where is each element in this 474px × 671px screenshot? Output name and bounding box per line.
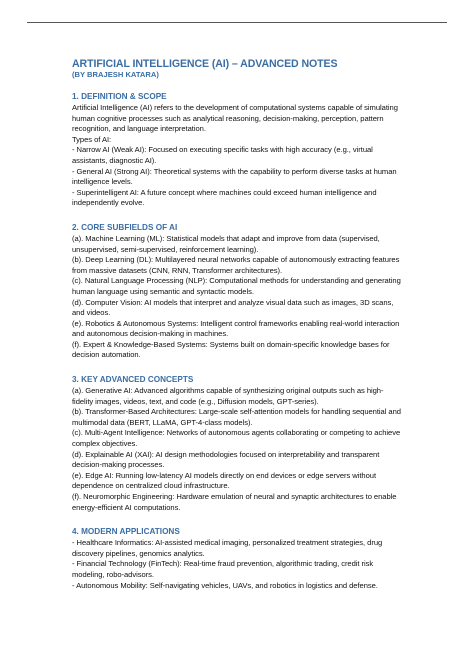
list-item: (b). Deep Learning (DL): Multilayered neural networks capable of autonomously extracting features from massive datasets (CNN, RNN, Transformer architectures).	[72, 255, 400, 275]
list-item: (f). Neuromorphic Engineering: Hardware emulation of neural and synaptic architectures to enable energy-efficient AI computations.	[72, 492, 397, 512]
document-title: ARTIFICIAL INTELLIGENCE (AI) – ADVANCED NOTES	[72, 58, 338, 70]
section-core-subfields	[72, 222, 402, 361]
section-heading: 1. DEFINITION & SCOPE	[72, 92, 167, 101]
section-heading: 2. CORE SUBFIELDS OF AI	[72, 222, 178, 232]
list-item: - Healthcare Informatics: AI-assisted medical imaging, personalized treatment strategies, drug discovery pipelines, genomics analytics.	[72, 538, 383, 558]
section-heading: 4. MODERN APPLICATIONS	[72, 527, 180, 537]
list-item: - General AI (Strong AI): Theoretical systems with the capability to perform diverse tasks at human intelligence levels.	[72, 166, 397, 187]
list-item: (c). Natural Language Processing (NLP): Computational methods for understanding and generating human language using semantic and syntactic models.	[72, 276, 401, 296]
list-item: (b). Transformer-Based Architectures: Large-scale self-attention models for handling sequential and multimodal data (BERT, LLaMA, GPT-4-class models).	[72, 407, 401, 427]
section-heading: 3. KEY ADVANCED CONCEPTS	[72, 375, 194, 385]
list-item: - Superintelligent AI: A future concept where machines could exceed human intelligence and independently evolve.	[72, 187, 377, 208]
paragraph: Types of AI:	[72, 134, 112, 144]
list-item: (a). Machine Learning (ML): Statistical models that adapt and improve from data (supervised, unsupervised, semi-supervised, reinforcement learning).	[72, 233, 380, 254]
list-item: (d). Explainable AI (XAI): AI design methodologies focused on interpretability and transparent decision-making processes.	[72, 449, 380, 470]
section-modern-applications	[72, 526, 402, 591]
document-body	[72, 58, 402, 604]
list-item: - Autonomous Mobility: Self-navigating vehicles, UAVs, and robotics in logistics and defense.	[72, 580, 378, 590]
document-byline: (BY BRAJESH KATARA)	[72, 70, 159, 79]
list-item: (c). Multi-Agent Intelligence: Networks of autonomous agents collaborating or competing to achieve complex objectives.	[72, 428, 401, 449]
list-item: - Financial Technology (FinTech): Real-time fraud prevention, algorithmic trading, credit risk modeling, robo-advisors.	[72, 559, 374, 579]
section-advanced-concepts	[72, 374, 402, 513]
list-item: (e). Edge AI: Running low-latency AI models directly on end devices or edge servers without dependence on centralized cloud infrastructure.	[72, 470, 377, 491]
paragraph: Artificial Intelligence (AI) refers to the development of computational systems capable of simulating human cognitive processes such as analytical reasoning, decision-making, perception, pattern recognition, and language interpretation.	[72, 103, 398, 134]
list-item: (f). Expert & Knowledge-Based Systems: Systems built on domain-specific knowledge bases for decision automation.	[72, 339, 390, 360]
list-item: (e). Robotics & Autonomous Systems: Intelligent control frameworks enabling real-world interaction and autonomous decision-making in machines.	[72, 318, 400, 339]
header-rule	[27, 22, 447, 23]
list-item: - Narrow AI (Weak AI): Focused on executing specific tasks with high accuracy (e.g., virtual assistants, diagnostic AI).	[72, 145, 373, 165]
list-item: (d). Computer Vision: AI models that interpret and analyze visual data such as images, 3D scans, and videos.	[72, 297, 394, 318]
section-definition-scope	[72, 91, 402, 209]
list-item: (a). Generative AI: Advanced algorithms capable of synthesizing original outputs such as high-fidelity images, videos, text, and code (e.g., Diffusion models, GPT-series).	[72, 386, 384, 406]
